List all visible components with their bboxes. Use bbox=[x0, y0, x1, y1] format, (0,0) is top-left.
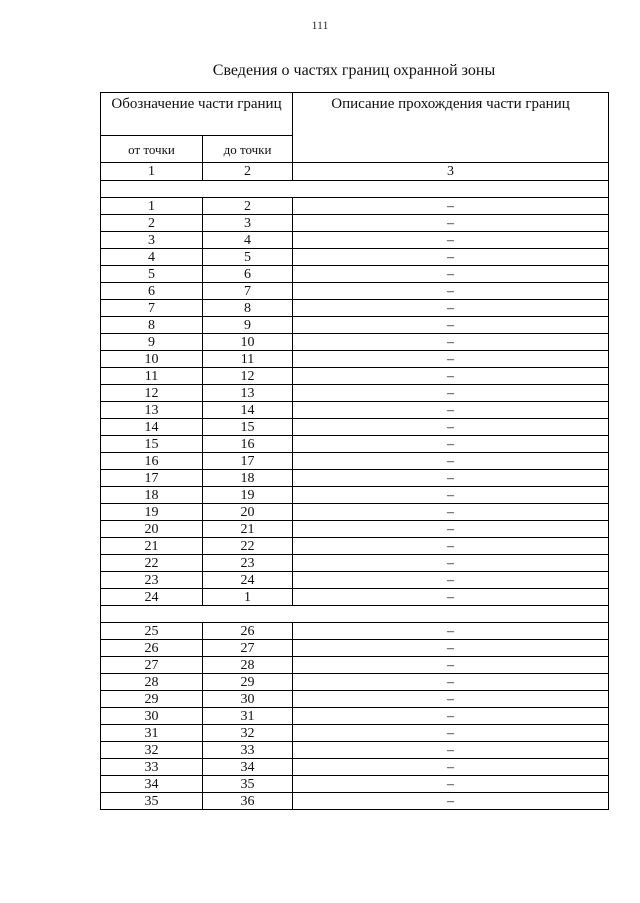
cell-to-point: 24 bbox=[203, 572, 293, 589]
cell-to-point: 16 bbox=[203, 436, 293, 453]
cell-from-point: 28 bbox=[101, 674, 203, 691]
boundary-table-body bbox=[101, 93, 609, 810]
cell-description: – bbox=[293, 504, 609, 521]
cell-from-point: 32 bbox=[101, 742, 203, 759]
section-separator-row bbox=[101, 606, 609, 623]
table-row bbox=[101, 368, 609, 385]
cell-from-point: 16 bbox=[101, 453, 203, 470]
cell-from-point: 8 bbox=[101, 317, 203, 334]
cell-description: – bbox=[293, 759, 609, 776]
header-from-point: от точки bbox=[101, 136, 203, 163]
cell-to-point: 32 bbox=[203, 725, 293, 742]
table-row bbox=[101, 436, 609, 453]
table-row bbox=[101, 317, 609, 334]
section-separator bbox=[101, 181, 609, 198]
cell-description: – bbox=[293, 623, 609, 640]
cell-description: – bbox=[293, 266, 609, 283]
cell-to-point: 12 bbox=[203, 368, 293, 385]
cell-to-point: 15 bbox=[203, 419, 293, 436]
table-row bbox=[101, 266, 609, 283]
cell-to-point: 33 bbox=[203, 742, 293, 759]
cell-to-point: 8 bbox=[203, 300, 293, 317]
table-row bbox=[101, 793, 609, 810]
cell-to-point: 17 bbox=[203, 453, 293, 470]
cell-description: – bbox=[293, 317, 609, 334]
cell-description: – bbox=[293, 674, 609, 691]
cell-from-point: 20 bbox=[101, 521, 203, 538]
cell-from-point: 6 bbox=[101, 283, 203, 300]
table-row bbox=[101, 555, 609, 572]
cell-from-point: 33 bbox=[101, 759, 203, 776]
cell-from-point: 34 bbox=[101, 776, 203, 793]
cell-from-point: 3 bbox=[101, 232, 203, 249]
cell-from-point: 7 bbox=[101, 300, 203, 317]
cell-from-point: 35 bbox=[101, 793, 203, 810]
cell-to-point: 9 bbox=[203, 317, 293, 334]
cell-description: – bbox=[293, 487, 609, 504]
cell-from-point: 9 bbox=[101, 334, 203, 351]
document-title: Сведения о частях границ охранной зоны bbox=[212, 62, 496, 79]
cell-description: – bbox=[293, 300, 609, 317]
cell-to-point: 6 bbox=[203, 266, 293, 283]
table-row bbox=[101, 487, 609, 504]
cell-description: – bbox=[293, 215, 609, 232]
cell-to-point: 3 bbox=[203, 215, 293, 232]
cell-from-point: 4 bbox=[101, 249, 203, 266]
header-description: Описание прохождения части границ bbox=[293, 93, 609, 163]
cell-description: – bbox=[293, 691, 609, 708]
table-row bbox=[101, 538, 609, 555]
header-boundary-part: Обозначение части границ bbox=[101, 93, 293, 136]
page-number: 111 bbox=[311, 18, 329, 32]
table-row bbox=[101, 453, 609, 470]
cell-description: – bbox=[293, 453, 609, 470]
cell-description: – bbox=[293, 198, 609, 215]
cell-from-point: 14 bbox=[101, 419, 203, 436]
cell-from-point: 19 bbox=[101, 504, 203, 521]
cell-from-point: 15 bbox=[101, 436, 203, 453]
cell-to-point: 36 bbox=[203, 793, 293, 810]
cell-description: – bbox=[293, 470, 609, 487]
cell-to-point: 1 bbox=[203, 589, 293, 606]
cell-from-point: 2 bbox=[101, 215, 203, 232]
cell-from-point: 11 bbox=[101, 368, 203, 385]
cell-from-point: 25 bbox=[101, 623, 203, 640]
column-number-row bbox=[101, 163, 609, 181]
cell-description: – bbox=[293, 555, 609, 572]
table-row bbox=[101, 334, 609, 351]
cell-from-point: 18 bbox=[101, 487, 203, 504]
cell-description: – bbox=[293, 725, 609, 742]
cell-to-point: 22 bbox=[203, 538, 293, 555]
cell-description: – bbox=[293, 708, 609, 725]
cell-from-point: 1 bbox=[101, 198, 203, 215]
cell-from-point: 17 bbox=[101, 470, 203, 487]
cell-description: – bbox=[293, 538, 609, 555]
cell-to-point: 2 bbox=[203, 198, 293, 215]
cell-to-point: 21 bbox=[203, 521, 293, 538]
cell-from-point: 27 bbox=[101, 657, 203, 674]
cell-from-point: 24 bbox=[101, 589, 203, 606]
table-row bbox=[101, 572, 609, 589]
cell-to-point: 30 bbox=[203, 691, 293, 708]
cell-description: – bbox=[293, 232, 609, 249]
cell-from-point: 31 bbox=[101, 725, 203, 742]
cell-to-point: 11 bbox=[203, 351, 293, 368]
cell-to-point: 31 bbox=[203, 708, 293, 725]
table-row bbox=[101, 623, 609, 640]
cell-description: – bbox=[293, 351, 609, 368]
cell-to-point: 27 bbox=[203, 640, 293, 657]
table-row bbox=[101, 470, 609, 487]
cell-description: – bbox=[293, 776, 609, 793]
cell-to-point: 35 bbox=[203, 776, 293, 793]
cell-to-point: 26 bbox=[203, 623, 293, 640]
table-row bbox=[101, 640, 609, 657]
cell-description: – bbox=[293, 589, 609, 606]
table-row bbox=[101, 402, 609, 419]
table-row bbox=[101, 215, 609, 232]
cell-to-point: 5 bbox=[203, 249, 293, 266]
table-row bbox=[101, 691, 609, 708]
table-row bbox=[101, 504, 609, 521]
cell-to-point: 18 bbox=[203, 470, 293, 487]
cell-to-point: 19 bbox=[203, 487, 293, 504]
table-row bbox=[101, 589, 609, 606]
table-row bbox=[101, 759, 609, 776]
cell-description: – bbox=[293, 385, 609, 402]
cell-to-point: 28 bbox=[203, 657, 293, 674]
cell-from-point: 21 bbox=[101, 538, 203, 555]
cell-from-point: 30 bbox=[101, 708, 203, 725]
cell-to-point: 7 bbox=[203, 283, 293, 300]
column-number: 3 bbox=[293, 163, 609, 181]
table-row bbox=[101, 249, 609, 266]
cell-from-point: 10 bbox=[101, 351, 203, 368]
cell-from-point: 13 bbox=[101, 402, 203, 419]
table-row bbox=[101, 657, 609, 674]
cell-to-point: 10 bbox=[203, 334, 293, 351]
table-row bbox=[101, 198, 609, 215]
cell-description: – bbox=[293, 640, 609, 657]
cell-from-point: 22 bbox=[101, 555, 203, 572]
cell-description: – bbox=[293, 249, 609, 266]
table-row bbox=[101, 283, 609, 300]
cell-description: – bbox=[293, 657, 609, 674]
boundary-table bbox=[100, 92, 609, 810]
table-row bbox=[101, 776, 609, 793]
table-row bbox=[101, 521, 609, 538]
cell-description: – bbox=[293, 283, 609, 300]
header-to-point: до точки bbox=[203, 136, 293, 163]
cell-to-point: 4 bbox=[203, 232, 293, 249]
table-row bbox=[101, 708, 609, 725]
cell-description: – bbox=[293, 793, 609, 810]
column-number: 2 bbox=[203, 163, 293, 181]
cell-from-point: 12 bbox=[101, 385, 203, 402]
table-row bbox=[101, 419, 609, 436]
cell-from-point: 23 bbox=[101, 572, 203, 589]
cell-to-point: 20 bbox=[203, 504, 293, 521]
table-row bbox=[101, 742, 609, 759]
cell-description: – bbox=[293, 572, 609, 589]
cell-from-point: 29 bbox=[101, 691, 203, 708]
column-number: 1 bbox=[101, 163, 203, 181]
table-row bbox=[101, 232, 609, 249]
table-row bbox=[101, 385, 609, 402]
section-separator-row bbox=[101, 181, 609, 198]
table-row bbox=[101, 300, 609, 317]
cell-from-point: 5 bbox=[101, 266, 203, 283]
cell-description: – bbox=[293, 402, 609, 419]
cell-description: – bbox=[293, 334, 609, 351]
cell-description: – bbox=[293, 436, 609, 453]
cell-to-point: 14 bbox=[203, 402, 293, 419]
table-row bbox=[101, 674, 609, 691]
table-row bbox=[101, 351, 609, 368]
cell-description: – bbox=[293, 368, 609, 385]
table-row bbox=[101, 725, 609, 742]
cell-description: – bbox=[293, 521, 609, 538]
cell-description: – bbox=[293, 742, 609, 759]
cell-description: – bbox=[293, 419, 609, 436]
cell-to-point: 34 bbox=[203, 759, 293, 776]
cell-to-point: 13 bbox=[203, 385, 293, 402]
cell-to-point: 29 bbox=[203, 674, 293, 691]
cell-from-point: 26 bbox=[101, 640, 203, 657]
cell-to-point: 23 bbox=[203, 555, 293, 572]
header-row bbox=[101, 93, 609, 136]
section-separator bbox=[101, 606, 609, 623]
